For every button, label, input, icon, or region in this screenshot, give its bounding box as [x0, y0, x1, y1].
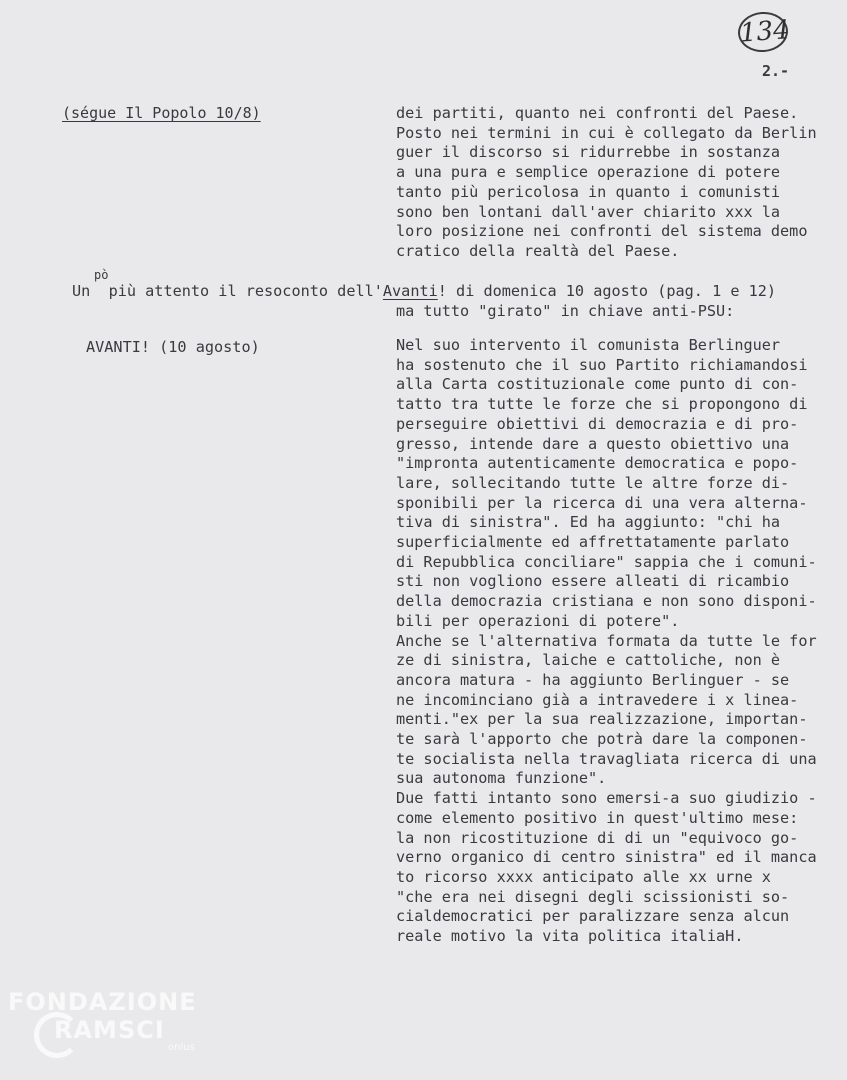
source-label-il-popolo: (ségue Il Popolo 10/8)	[62, 104, 261, 122]
intro-superscript-correction: pò	[94, 268, 109, 282]
watermark-line-1: FONDAZIONE	[8, 988, 197, 1016]
intro-middle: più attento il resoconto dell'	[99, 282, 383, 300]
intro-avanti: Avanti	[382, 282, 438, 300]
intro-line-2: ma tutto "girato" in chiave anti-PSU:	[396, 302, 735, 320]
fondazione-gramsci-watermark	[8, 988, 218, 1068]
typed-page-number: 2.-	[762, 62, 790, 80]
watermark-line-2: RAMSCI	[54, 1016, 165, 1044]
source-label-avanti: AVANTI! (10 agosto)	[86, 338, 260, 356]
handwritten-page-number: 134	[737, 10, 790, 53]
intro-prefix: Un	[72, 282, 100, 300]
excerpt-avanti: Nel suo intervento il comunista Berlinguer ha sostenuto che il suo Partito richiamandosi alla Carta costituzionale come punto di con- tatto tra tutte le forze che si propongono di perseguire obiettivi di democrazia e di pro- gresso, intende dare a questo obiettivo una "impronta autenticamente democratica e popo- lare, sollecitando tutte le altre forze di- sponibili per la ricerca di una vera alterna- tiva di sinistra". Ed ha aggiunto: "chi ha superficialmente ed affrettatamente parlato di Repubblica conciliare" sappia che i comuni- sti non vogliono essere alleati di ricambio della democrazia cristiana e non sono disponi- bili per operazioni di potere". Anche se l'alternativa formata da tutte le for ze di sinistra, laiche e cattoliche, non è ancora matura - ha aggiunto Berlinguer - se ne incominciano già a intravedere i x linea- menti."ex per la sua realizzazione, importan- te sarà l'apporto che potrà dare la componen- te socialista nella travagliata ricerca di una sua autonoma funzione". Due fatti intanto sono emersi-a suo giudizio - come elemento positivo in quest'ultimo mese: la non ricostituzione di di un "equivoco go- verno organico di centro sinistra" ed il manca to ricorso xxxx anticipato alle xx urne x "che era nei disegni degli scissionisti so- cialdemocratici per paralizzare senza alcun reale motivo la vita politica italiaH.	[396, 336, 817, 946]
excerpt-il-popolo: dei partiti, quanto nei confronti del Paese. Posto nei termini in cui è collegato da Berlin guer il discorso si ridurrebbe in sostanza a una pura e semplice operazione di potere tanto più pericolosa in quanto i comunisti sono ben lontani dall'aver chiarito xxx la loro posizione nei confronti del sistema demo cratico della realtà del Paese.	[396, 104, 817, 260]
intro-line	[72, 282, 776, 302]
intro-suffix: ! di domenica 10 agosto (pag. 1 e 12)	[437, 282, 777, 300]
watermark-line-3: onlus	[168, 1042, 195, 1053]
